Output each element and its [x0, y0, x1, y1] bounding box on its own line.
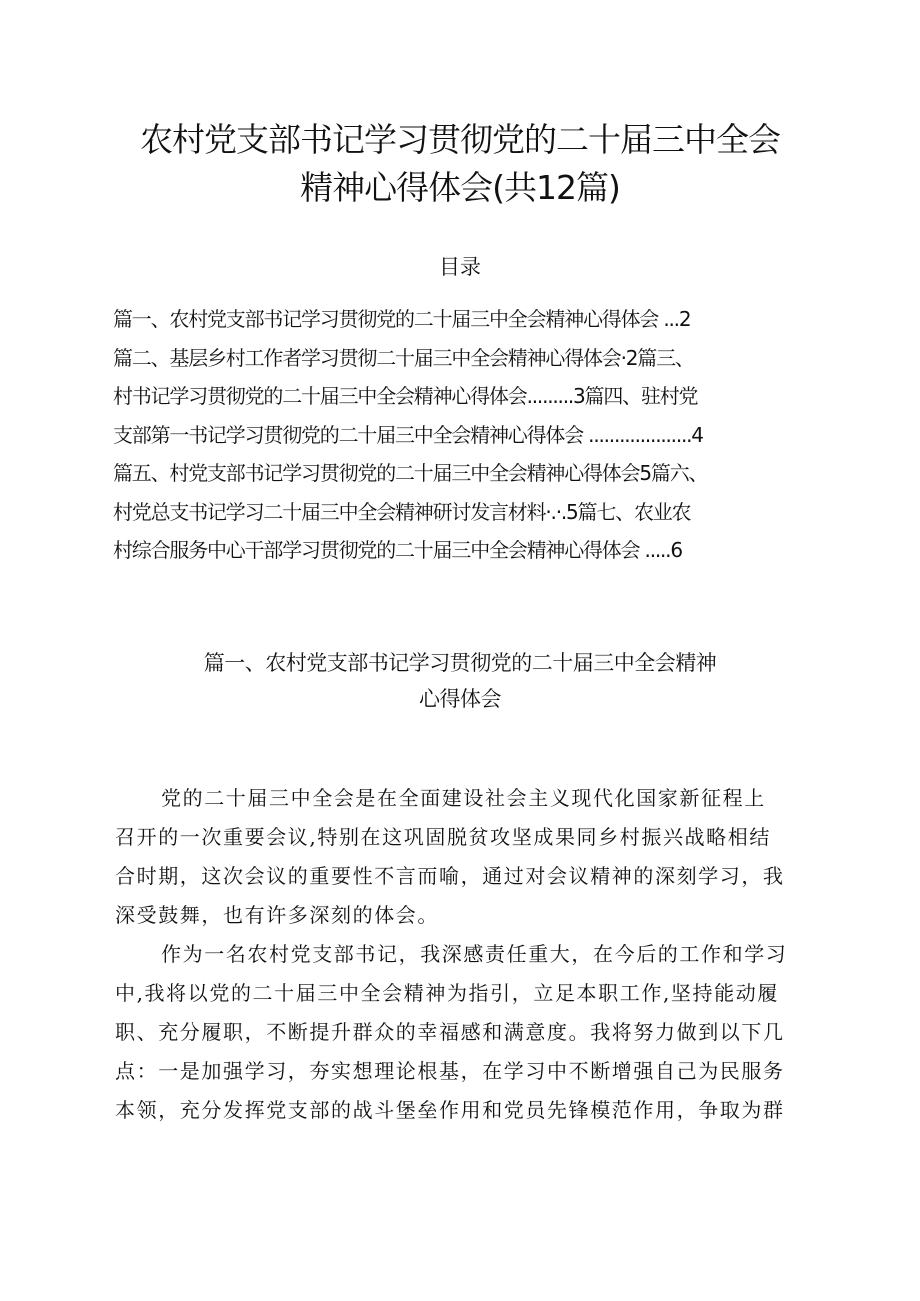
section-title: [60, 645, 860, 717]
paragraph-line: 本领，充分发挥党支部的战斗堡垒作用和党员先锋模范作用，争取为群: [115, 1098, 785, 1122]
toc-heading: 目录: [439, 255, 481, 279]
section-title-line-1: 篇一、农村党支部书记学习贯彻党的二十届三中全会精神: [203, 651, 717, 675]
toc-line: 支部第一书记学习贯彻党的二十届三中全会精神心得体会 ....................4: [113, 422, 703, 447]
toc-line: 篇五、村党支部书记学习贯彻党的二十届三中全会精神心得体会5篇六、: [113, 461, 708, 485]
paragraph-line: 中,我将以党的二十届三中全会精神为指引，立足本职工作,坚持能动履: [115, 981, 779, 1005]
toc-line: 村书记学习贯彻党的二十届三中全会精神心得体会.........3篇四、驻村党: [113, 384, 698, 408]
paragraph-line: 党的二十届三中全会是在全面建设社会主义现代化国家新征程上: [161, 786, 766, 810]
toc-line: 村党总支书记学习二十届三中全会精神研讨发言材料·.·.5篇七、农业农: [113, 499, 691, 524]
document-title: [60, 116, 860, 212]
paragraph-line: 作为一名农村党支部书记，我深感责任重大，在今后的工作和学习: [161, 942, 788, 966]
paragraph-line: 深受鼓舞，也有许多深刻的体会。: [115, 903, 439, 927]
toc-line: 篇一、农村党支部书记学习贯彻党的二十届三中全会精神心得体会 ...2: [113, 307, 691, 331]
document-title-line-2: 精神心得体会(共12篇): [300, 168, 620, 207]
paragraph-line: 合时期，这次会议的重要性不言而喻，通过对会议精神的深刻学习，我: [115, 864, 785, 888]
body-text: [115, 779, 850, 1130]
paragraph-line: 点：一是加强学习，夯实想理论根基，在学习中不断增强自己为民服务: [115, 1059, 785, 1083]
toc-line: 村综合服务中心干部学习贯彻党的二十届三中全会精神心得体会 .....6: [113, 538, 682, 562]
toc-line: 篇二、基层乡村工作者学习贯彻二十届三中全会精神心得体会·2篇三、: [113, 345, 694, 370]
paragraph-line: 召开的一次重要会议,特别在这巩固脱贫攻坚成果同乡村振兴战略相结: [115, 825, 771, 849]
section-title-line-2: 心得体会: [419, 687, 501, 711]
paragraph-line: 职、充分履职，不断提升群众的幸福感和满意度。我将努力做到以下几: [115, 1020, 785, 1044]
document-title-line-1: 农村党支部书记学习贯彻党的二十届三中全会: [140, 120, 780, 159]
table-of-contents: [113, 300, 833, 570]
